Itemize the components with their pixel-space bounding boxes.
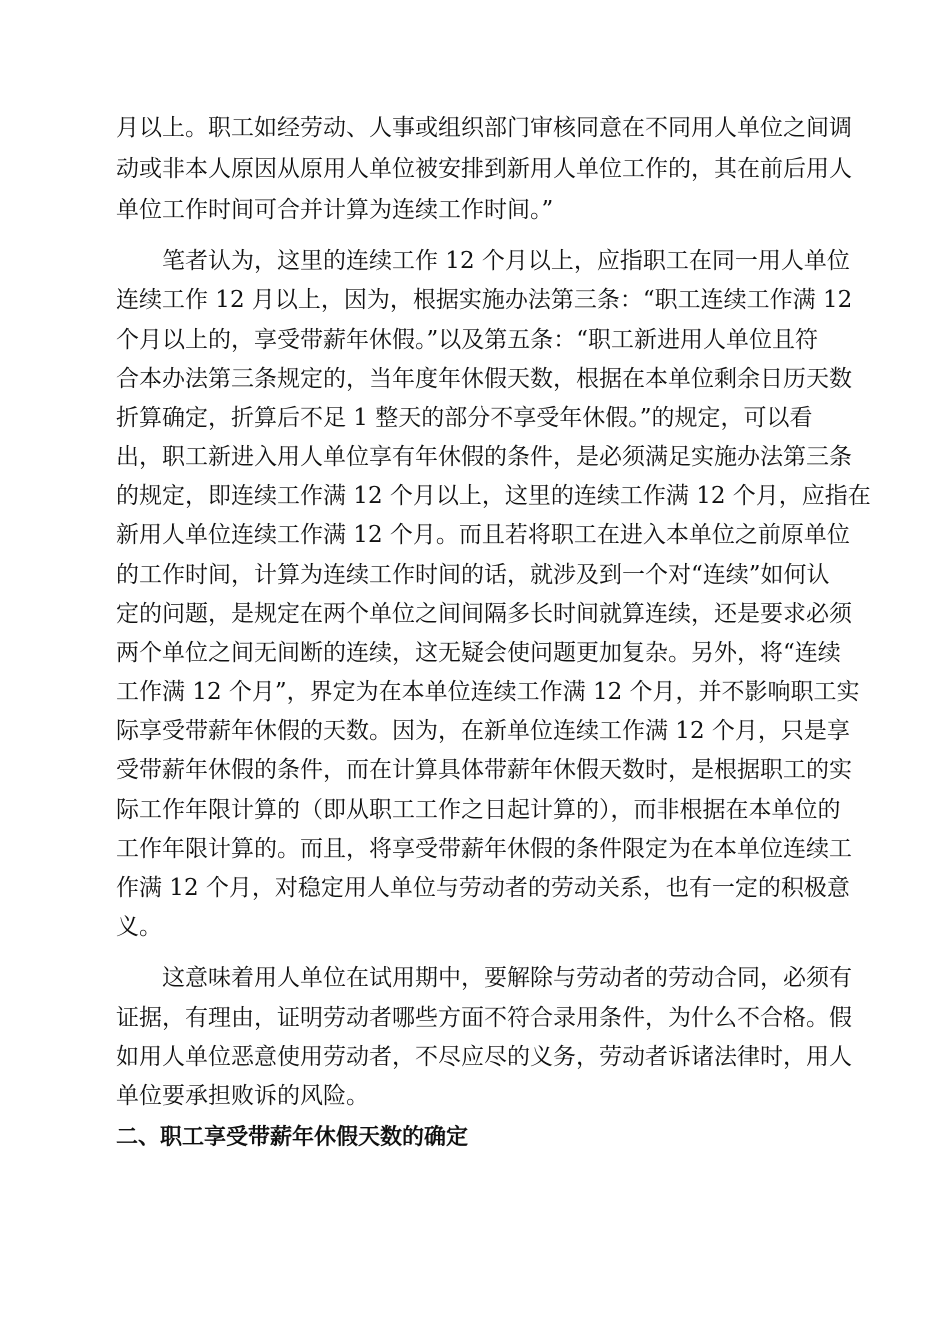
text-line: 单位工作时间可合并计算为连续工作时间。” bbox=[116, 197, 554, 223]
text-line: 如用人单位恶意使用劳动者，不尽应尽的义务，劳动者诉诸法律时，用人 bbox=[116, 1044, 852, 1070]
text-line: 义。 bbox=[116, 914, 162, 940]
text-line: 连续工作 12 月以上，因为，根据实施办法第三条：“职工连续工作满 12 bbox=[116, 287, 853, 313]
text-line: 笔者认为，这里的连续工作 12 个月以上，应指职工在同一用人单位 bbox=[116, 248, 850, 274]
text-line: 动或非本人原因从原用人单位被安排到新用人单位工作的，其在前后用人 bbox=[116, 156, 852, 182]
text-line: 受带薪年休假的条件，而在计算具体带薪年休假天数时，是根据职工的实 bbox=[116, 757, 852, 783]
text-line: 合本办法第三条规定的，当年度年休假天数，根据在本单位剩余日历天数 bbox=[116, 366, 852, 392]
text-line: 两个单位之间无间断的连续，这无疑会使问题更加复杂。另外，将“连续 bbox=[116, 640, 841, 666]
text-line: 际工作年限计算的（即从职工工作之日起计算的），而非根据在本单位的 bbox=[116, 797, 841, 823]
text-line: 月以上。职工如经劳动、人事或组织部门审核同意在不同用人单位之间调 bbox=[116, 115, 852, 141]
text-line: 出，职工新进入用人单位享有年休假的条件，是必须满足实施办法第三条 bbox=[116, 444, 852, 470]
text-line: 新用人单位连续工作满 12 个月。而且若将职工在进入本单位之前原单位 bbox=[116, 522, 850, 548]
text-line: 折算确定，折算后不足 1 整天的部分不享受年休假。”的规定，可以看 bbox=[116, 405, 813, 431]
text-line: 这意味着用人单位在试用期中，要解除与劳动者的劳动合同，必须有 bbox=[116, 965, 852, 991]
text-line: 个月以上的，享受带薪年休假。”以及第五条：“职工新进用人单位且符 bbox=[116, 327, 819, 353]
text-line: 的规定，即连续工作满 12 个月以上，这里的连续工作满 12 个月，应指在 bbox=[116, 483, 871, 509]
text-line: 工作满 12 个月”，界定为在本单位连续工作满 12 个月，并不影响职工实 bbox=[116, 679, 860, 705]
text-line: 的工作时间，计算为连续工作时间的话，就涉及到一个对“连续”如何认 bbox=[116, 562, 830, 588]
text-line: 证据，有理由，证明劳动者哪些方面不符合录用条件，为什么不合格。假 bbox=[116, 1005, 852, 1031]
text-line: 际享受带薪年休假的天数。因为，在新单位连续工作满 12 个月，只是享 bbox=[116, 718, 850, 744]
text-line: 工作年限计算的。而且，将享受带薪年休假的条件限定为在本单位连续工 bbox=[116, 836, 852, 862]
text-line: 单位要承担败诉的风险。 bbox=[116, 1083, 369, 1109]
section-heading: 二、职工享受带薪年休假天数的确定 bbox=[116, 1125, 469, 1150]
text-line: 定的问题，是规定在两个单位之间间隔多长时间就算连续，还是要求必须 bbox=[116, 601, 852, 627]
text-line: 作满 12 个月，对稳定用人单位与劳动者的劳动关系，也有一定的积极意 bbox=[116, 875, 850, 901]
